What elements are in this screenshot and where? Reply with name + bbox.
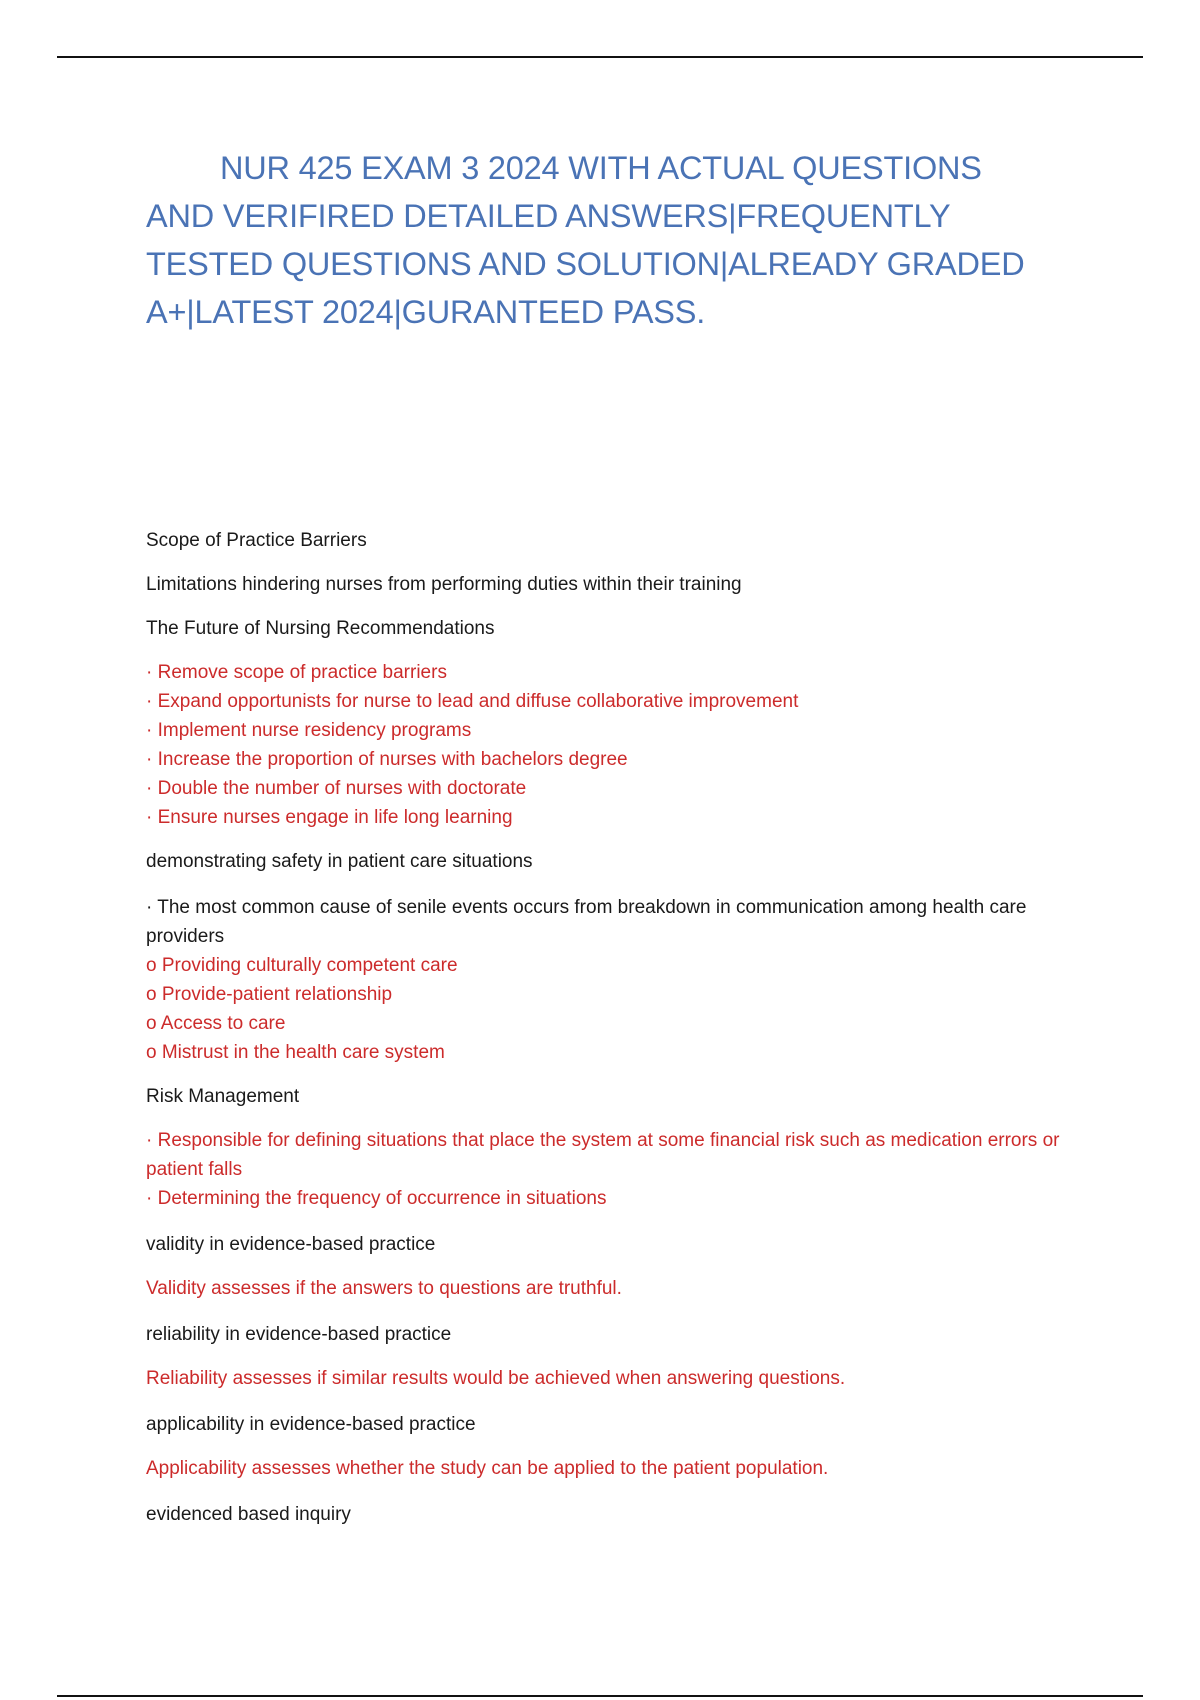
answer-reliability: Reliability assesses if similar results would be achieved when answering questions.: [146, 1368, 846, 1389]
list-item: · Responsible for defining situations that place the system at some financial risk such as medication errors or patient falls: [146, 1130, 1060, 1180]
question-demonstrating-safety: demonstrating safety in patient care situations: [146, 851, 533, 872]
question-future-of-nursing: The Future of Nursing Recommendations: [146, 618, 495, 639]
answer-validity: Validity assesses if the answers to questions are truthful.: [146, 1278, 622, 1299]
list-item: · Double the number of nurses with doctorate: [146, 778, 527, 799]
question-applicability: applicability in evidence-based practice: [146, 1414, 476, 1435]
list-item: o Access to care: [146, 1013, 286, 1034]
qa-content: [146, 526, 1066, 1529]
list-item: · Determining the frequency of occurrence in situations: [146, 1188, 607, 1209]
list-item: · Increase the proportion of nurses with bachelors degree: [146, 749, 628, 770]
list-item: o Providing culturally competent care: [146, 955, 458, 976]
answer-risk-management: [146, 1126, 1066, 1213]
question-evidenced-based-inquiry: evidenced based inquiry: [146, 1504, 351, 1525]
question-reliability: reliability in evidence-based practice: [146, 1324, 452, 1345]
question-scope-of-practice: Scope of Practice Barriers: [146, 530, 367, 551]
bottom-divider: [57, 1695, 1143, 1697]
question-risk-management: Risk Management: [146, 1086, 300, 1107]
list-item: o Provide-patient relationship: [146, 984, 393, 1005]
answer-scope-of-practice: Limitations hindering nurses from performing duties within their training: [146, 574, 742, 595]
answer-applicability: Applicability assesses whether the study can be applied to the patient population.: [146, 1458, 829, 1479]
list-item: · Implement nurse residency programs: [146, 720, 472, 741]
list-item: · Ensure nurses engage in life long learning: [146, 807, 513, 828]
answer-demonstrating-safety: [146, 893, 1066, 1067]
top-divider: [57, 56, 1143, 58]
answer-future-of-nursing: [146, 658, 1066, 832]
list-item-lead: · The most common cause of senile events occurs from breakdown in communication among health care providers: [146, 897, 1027, 947]
list-item: · Remove scope of practice barriers: [146, 662, 447, 683]
list-item: o Mistrust in the health care system: [146, 1042, 445, 1063]
list-item: · Expand opportunists for nurse to lead and diffuse collaborative improvement: [146, 691, 799, 712]
document-title: NUR 425 EXAM 3 2024 WITH ACTUAL QUESTIONS AND VERIFIRED DETAILED ANSWERS|FREQUENTLY TESTED QUESTIONS AND SOLUTION|ALREADY GRADED A+|LATEST 2024|GURANTEED PASS.: [146, 150, 1025, 330]
question-validity: validity in evidence-based practice: [146, 1234, 436, 1255]
